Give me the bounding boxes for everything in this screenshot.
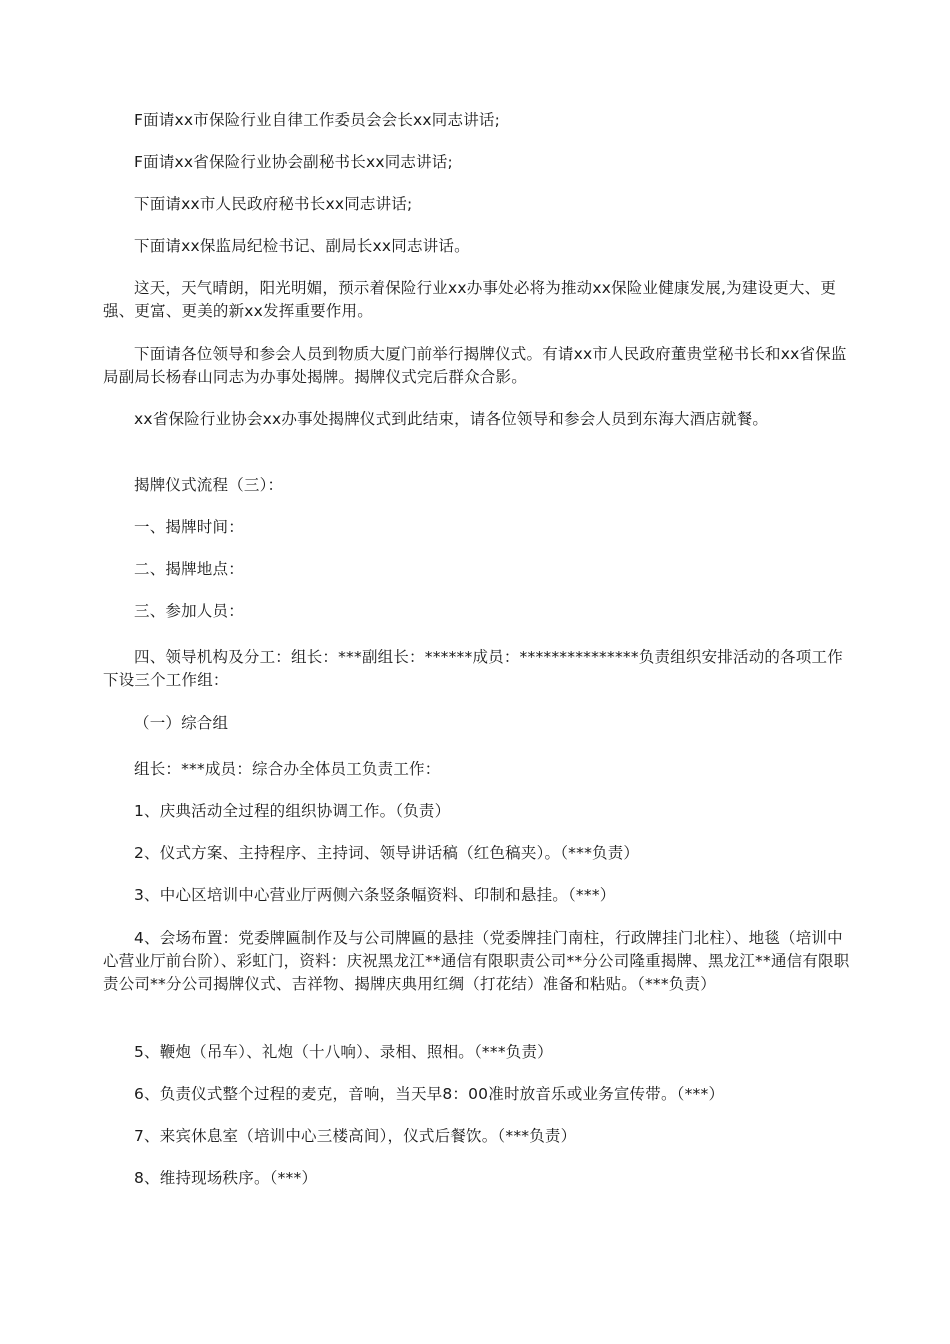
task-1: 1、庆典活动全过程的组织协调工作。（负责）: [134, 802, 451, 820]
paragraph-speech-1: F面请xx市保险行业自律工作委员会会长xx同志讲话;: [134, 111, 501, 129]
item-time: 一、揭牌时间：: [134, 518, 244, 536]
paragraph-unveiling: 下面请各位领导和参会人员到物质大厦门前举行揭牌仪式。有请xx市人民政府董贵堂秘书长和xx省保监局副局长杨春山同志为办事处揭牌。揭牌仪式完后群众合影。: [103, 345, 847, 386]
paragraph-speech-4: 下面请xx保监局纪检书记、副局长xx同志讲话。: [134, 237, 470, 255]
paragraph-speech-2: F面请xx省保险行业协会副秘书长xx同志讲话;: [134, 153, 453, 171]
group-members: 组长：***成员：综合办全体员工负责工作：: [134, 760, 441, 778]
task-2: 2、仪式方案、主持程序、主持词、领导讲话稿（红色稿夹）。（***负责）: [134, 844, 640, 862]
task-8: 8、维持现场秩序。（***）: [134, 1169, 318, 1187]
paragraph-weather: 这天，天气晴朗，阳光明媚，预示着保险行业xx办事处必将为推动xx保险业健康发展,为建设更大、更强、更富、更美的新xx发挥重要作用。: [103, 279, 837, 320]
item-participants: 三、参加人员：: [134, 602, 244, 620]
task-3: 3、中心区培训中心营业厅两侧六条竖条幅资料、印制和悬挂。（***）: [134, 886, 616, 904]
item-location: 二、揭牌地点：: [134, 560, 244, 578]
task-4: 4、会场布置：党委牌匾制作及与公司牌匾的悬挂（党委牌挂门南柱，行政牌挂门北柱）、地毯（培训中心营业厅前台阶）、彩虹门，资料：庆祝黑龙江**通信有限职责公司**分公司隆重揭牌、黑龙江**通信有限职责公司**分公司揭牌仪式、吉祥物、揭牌庆典用红绸（打花结）准备和粘贴。（***负责）: [103, 929, 850, 993]
task-7: 7、来宾休息室（培训中心三楼高间），仪式后餐饮。（***负责）: [134, 1127, 577, 1145]
group-heading: （一）综合组: [134, 714, 229, 732]
section-title: 揭牌仪式流程（三）：: [134, 476, 284, 494]
item-leadership: 四、领导机构及分工：组长：***副组长：******成员：***************负责组织安排活动的各项工作下设三个工作组：: [103, 648, 843, 689]
task-5: 5、鞭炮（吊车）、礼炮（十八响）、录相、照相。（***负责）: [134, 1043, 553, 1061]
task-6: 6、负责仪式整个过程的麦克，音响，当天早8：00准时放音乐或业务宣传带。（***）: [134, 1085, 725, 1103]
paragraph-speech-3: 下面请xx市人民政府秘书长xx同志讲话;: [134, 195, 413, 213]
paragraph-closing: xx省保险行业协会xx办事处揭牌仪式到此结束，请各位领导和参会人员到东海大酒店就餐。: [134, 410, 769, 428]
